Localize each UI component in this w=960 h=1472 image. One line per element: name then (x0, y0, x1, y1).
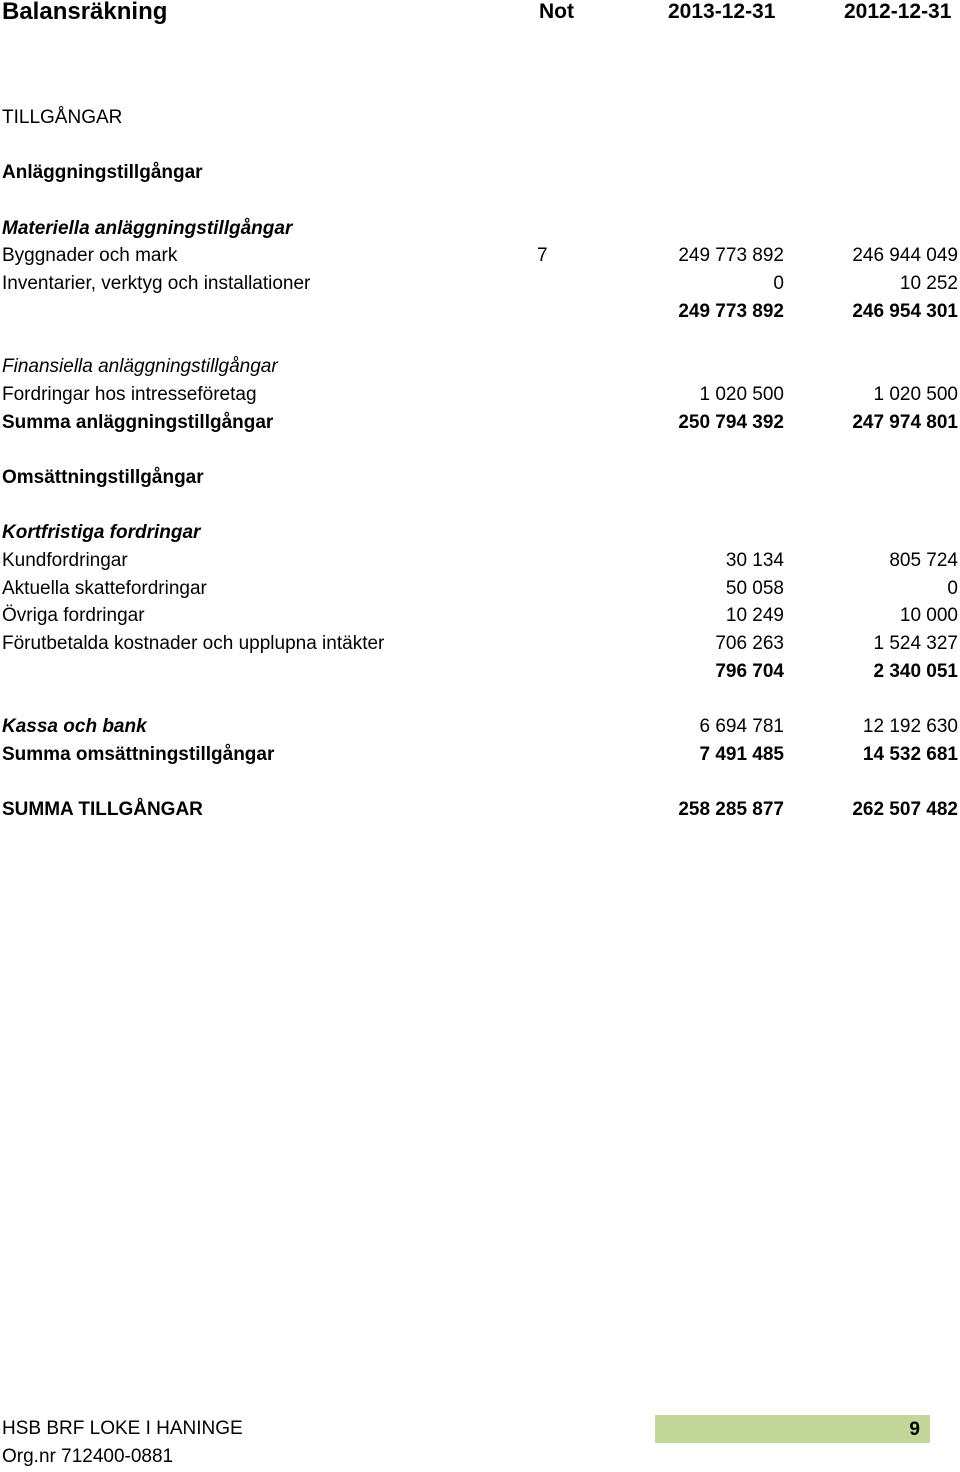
table-row (0, 768, 960, 796)
row-value-2013: 250 794 392 (678, 411, 784, 433)
table-row (0, 546, 960, 574)
row-value-2013: 249 773 892 (678, 245, 784, 267)
row-label: Fordringar hos intresseföretag (2, 383, 257, 405)
table-row (0, 491, 960, 519)
table-row (0, 131, 960, 159)
row-label: Aktuella skattefordringar (2, 577, 207, 599)
row-note: 7 (537, 245, 548, 267)
row-value-2013: 10 249 (725, 605, 784, 627)
row-label: Förutbetalda kostnader och upplupna intäkter (2, 633, 385, 655)
footer-organization-name: HSB BRF LOKE I HANINGE (2, 1418, 243, 1439)
page-title: Balansräkning (2, 0, 168, 25)
table-row (0, 269, 960, 297)
row-value-2012: 805 724 (889, 550, 958, 571)
row-label: Anläggningstillgångar (2, 162, 203, 184)
row-value-2013: 249 773 892 (678, 300, 784, 322)
row-value-2013: 706 263 (715, 633, 784, 655)
row-value-2012: 246 944 049 (852, 245, 958, 267)
row-label: Materiella anläggningstillgångar (2, 217, 293, 239)
balance-sheet-table (0, 103, 960, 823)
row-value-2012: 2 340 051 (873, 660, 958, 682)
table-row (0, 574, 960, 602)
table-row (0, 214, 960, 242)
row-value-2013: 6 694 781 (699, 716, 784, 738)
column-header-2013: 2013-12-31 (668, 0, 776, 23)
row-label: Summa anläggningstillgångar (2, 411, 274, 433)
table-row (0, 657, 960, 685)
row-value-2012: 0 (947, 577, 958, 599)
row-label: Övriga fordringar (2, 605, 145, 627)
table-row (0, 103, 960, 131)
report-header (0, 0, 960, 28)
row-label: Finansiella anläggningstillgångar (2, 356, 278, 378)
row-value-2013: 50 058 (725, 577, 784, 599)
table-row (0, 684, 960, 712)
table-row (0, 740, 960, 768)
row-value-2012: 10 000 (899, 605, 958, 627)
table-row (0, 352, 960, 380)
row-value-2012: 14 532 681 (862, 743, 958, 765)
table-row (0, 629, 960, 657)
row-value-2012: 246 954 301 (852, 300, 958, 322)
footer-org-number: Org.nr 712400-0881 (2, 1446, 174, 1467)
page-number: 9 (909, 1419, 920, 1440)
row-label: SUMMA TILLGÅNGAR (2, 799, 203, 821)
table-row (0, 435, 960, 463)
row-label: Kortfristiga fordringar (2, 522, 201, 544)
row-value-2013: 1 020 500 (699, 383, 784, 405)
row-value-2013: 7 491 485 (699, 743, 784, 765)
row-label: TILLGÅNGAR (2, 107, 123, 128)
table-row (0, 408, 960, 436)
table-row (0, 186, 960, 214)
row-value-2012: 262 507 482 (852, 799, 958, 821)
row-label: Omsättningstillgångar (2, 466, 204, 488)
row-label: Byggnader och mark (2, 245, 178, 267)
table-row (0, 241, 960, 269)
row-value-2012: 10 252 (899, 273, 958, 295)
table-row (0, 463, 960, 491)
table-row (0, 325, 960, 353)
row-label: Kundfordringar (2, 550, 128, 571)
page-number-box (655, 1415, 930, 1443)
table-row (0, 795, 960, 823)
row-value-2013: 30 134 (725, 550, 784, 571)
table-row (0, 518, 960, 546)
row-label: Kassa och bank (2, 716, 147, 738)
row-value-2012: 12 192 630 (862, 716, 958, 738)
table-row (0, 297, 960, 325)
table-row (0, 158, 960, 186)
column-header-not: Not (539, 0, 574, 23)
row-value-2012: 247 974 801 (852, 411, 958, 433)
row-value-2012: 1 020 500 (873, 383, 958, 405)
table-row (0, 712, 960, 740)
row-value-2013: 258 285 877 (678, 799, 784, 821)
row-value-2013: 0 (773, 273, 784, 295)
row-value-2012: 1 524 327 (873, 633, 958, 655)
row-value-2013: 796 704 (715, 660, 784, 682)
column-header-2012: 2012-12-31 (844, 0, 952, 23)
row-label: Summa omsättningstillgångar (2, 743, 275, 765)
table-row (0, 601, 960, 629)
table-row (0, 380, 960, 408)
row-label: Inventarier, verktyg och installationer (2, 273, 311, 295)
